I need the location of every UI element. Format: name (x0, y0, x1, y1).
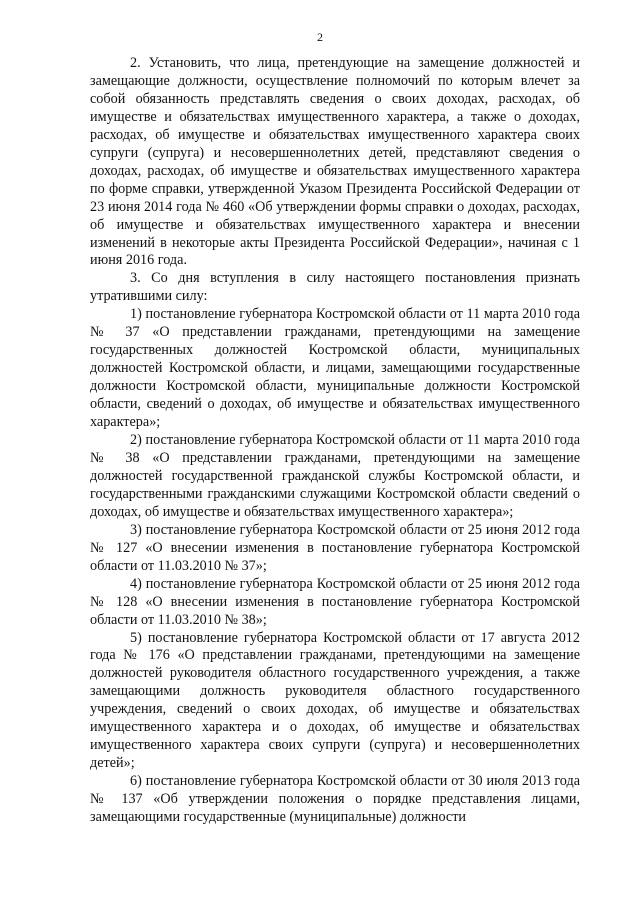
list-item-5: 5) постановление губернатора Костромской области от 17 августа 2012 года № 176 «О представлении гражданами, претендующими на замещение должностей руководителя областного государственного учреждения, а также замещающими должность руководителя областного государственного учреждения, сведений о своих доходах, об имуществе и обязательствах имущественного характера и о доходах, об имуществе и обязательствах имущественного характера своих супруги (супруга) и несовершеннолетних детей»; (90, 629, 580, 772)
document-body (90, 55, 580, 827)
paragraph-item-2: 2. Установить, что лица, претендующие на замещение должностей и замещающие должности, осуществление полномочий по которым влечет за собой обязанность представлять сведения о своих доходах, расходах, об имуществе и обязательствах имущественного характера, а также о доходах, расходах, об имуществе и обязательствах имущественного характера своих супруги (супруга) и несовершеннолетних детей, представляют сведения о доходах, расходах, об имуществе и обязательствах имущественного характера по форме справки, утвержденной Указом Президента Российской Федерации от 23 июня 2014 года № 460 «Об утверждении формы справки о доходах, расходах, об имуществе и обязательствах имущественного характера и внесении изменений в некоторые акты Президента Российской Федерации», начиная с 1 июня 2016 года. (90, 55, 580, 269)
page-number: 2 (317, 30, 323, 44)
list-item-4: 4) постановление губернатора Костромской области от 25 июня 2012 года № 128 «О внесении изменения в постановление губернатора Костромской области от 11.03.2010 № 38»; (90, 575, 580, 628)
list-item-3: 3) постановление губернатора Костромской области от 25 июня 2012 года № 127 «О внесении изменения в постановление губернатора Костромской области от 11.03.2010 № 37»; (90, 521, 580, 574)
list-item-2: 2) постановление губернатора Костромской области от 11 марта 2010 года № 38 «О представлении гражданами, претендующими на замещение должностей государственной гражданской службы Костромской области, и государственными гражданскими служащими Костромской области сведений о доходах, об имуществе и обязательствах имущественного характера»; (90, 432, 580, 520)
list-item-6: 6) постановление губернатора Костромской области от 30 июля 2013 года № 137 «Об утверждении положения о порядке представления лицами, замещающими государственные (муниципальные) должности (90, 773, 580, 826)
paragraph-item-3: 3. Со дня вступления в силу настоящего постановления признать утратившими силу: (90, 270, 580, 305)
list-item-1: 1) постановление губернатора Костромской области от 11 марта 2010 года № 37 «О представлении гражданами, претендующими на замещение государственных должностей Костромской области, муниципальных должностей Костромской области, и лицами, замещающими государственные должности Костромской области, муниципальные должности Костромской области, сведений о доходах, об имуществе и обязательствах имущественного характера»; (90, 306, 580, 431)
